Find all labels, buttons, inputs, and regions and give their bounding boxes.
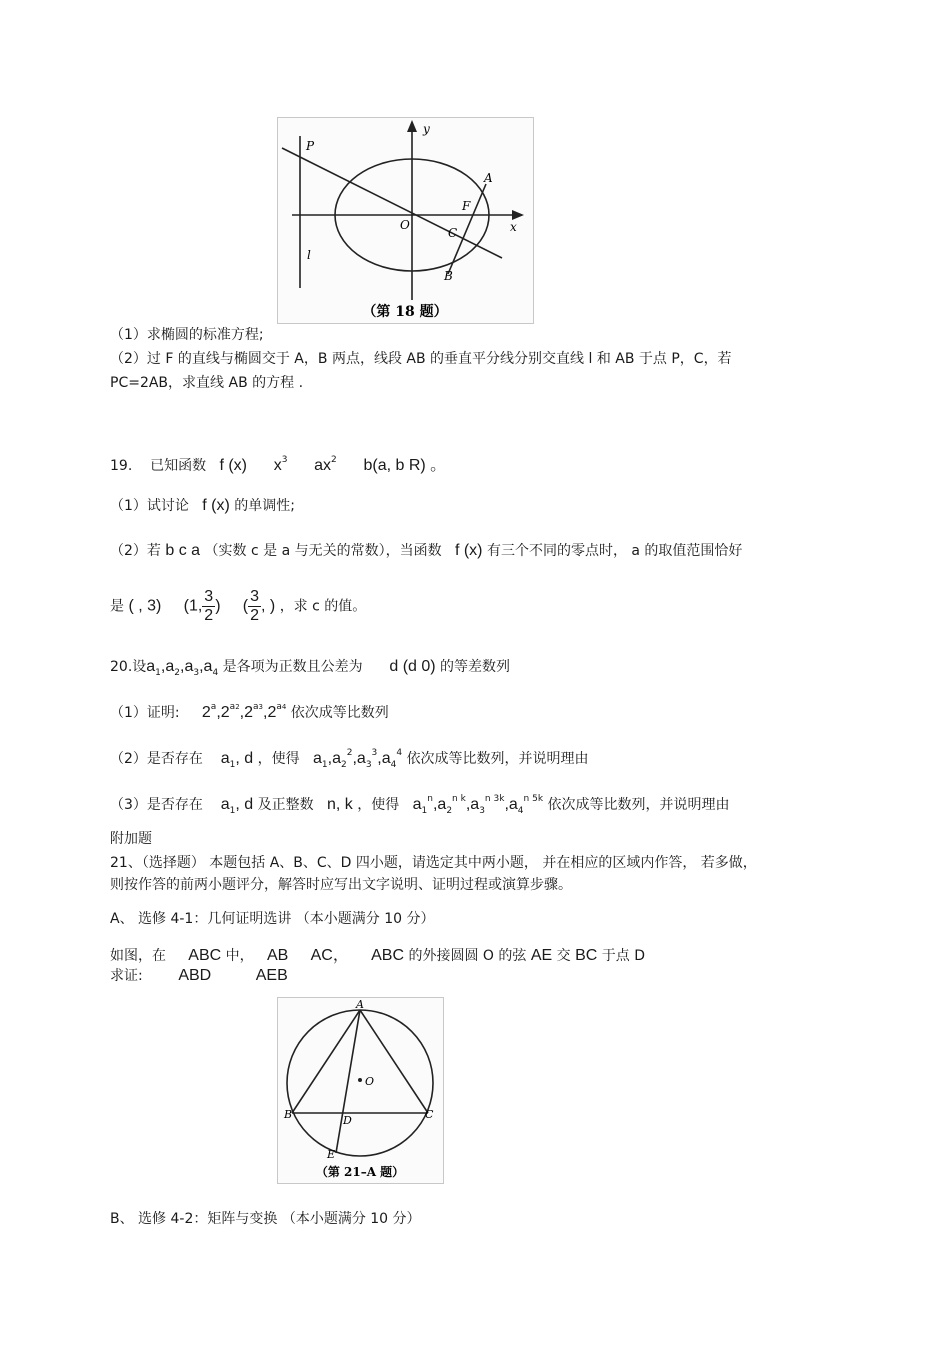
q20-p3-ta3-sub: 3 <box>479 806 485 816</box>
q20-p3-a1-sub: 1 <box>229 806 236 816</box>
figA-mid2: 的外接圆圆 O 的弦 <box>408 948 527 964</box>
q19-part2-fx: f (x) <box>454 542 483 559</box>
q19-part3-post: ，求 c 的值。 <box>279 598 367 615</box>
figA-bc: BC <box>575 947 598 964</box>
q20-part3-post: 依次成等比数列，并说明理由 <box>547 797 730 813</box>
q20-p1-exp4-sub: 4 <box>281 703 287 711</box>
q20-p3-ta1-exp: n <box>427 794 433 804</box>
label-f: F <box>462 199 471 213</box>
q20-p2-ta1-sub: 1 <box>321 760 328 770</box>
side-ab <box>292 1010 360 1113</box>
q19-b-tail: b(a, b R) 。 <box>363 457 447 474</box>
prove-aeb: AEB <box>255 967 288 984</box>
q20-mid: 是各项为正数且公差为 <box>222 659 363 675</box>
q20-p2-ta3-exp: 3 <box>371 748 378 758</box>
q20-p1-two-2: 2 <box>220 704 230 721</box>
y-axis-arrow <box>407 120 417 132</box>
q19-part2-pre: （2）若 <box>110 543 161 559</box>
q19-interval2-open: (1, <box>183 597 203 615</box>
q19-x: x <box>273 457 282 474</box>
q20-part2-pre: （2）是否存在 <box>110 751 203 767</box>
q20-a1: a <box>146 658 156 675</box>
q20-p1-exp2-sub: 2 <box>235 703 240 711</box>
q19-interval1: ( , 3) <box>128 597 162 615</box>
q20-comma1: , <box>160 658 166 675</box>
figA-pre: 如图，在 <box>110 948 166 964</box>
q20-p2-ta4: a <box>381 750 391 767</box>
q19-ax: ax <box>314 457 332 474</box>
q20-part3 <box>110 794 730 814</box>
q20-post: 的等差数列 <box>440 659 511 675</box>
q19-stem <box>110 452 446 475</box>
q19-frac1 <box>202 588 215 625</box>
q20-part3-mid1: 及正整数 <box>257 797 314 813</box>
label-l: l <box>307 248 311 262</box>
q20-p1-exp1: a <box>210 702 217 712</box>
q20-sub4: 4 <box>212 668 219 678</box>
q20-d-expr: d (d 0) <box>389 658 436 675</box>
q18-part2-line2: PC=2AB，求直线 AB 的方程 . <box>110 375 304 391</box>
q20-p2-ta3: a <box>356 750 366 767</box>
q20-sub2: 2 <box>174 668 180 678</box>
q20-comma3: , <box>199 658 204 675</box>
figA-ac: AC， <box>310 947 349 964</box>
q20-p3-c1: , <box>432 796 438 813</box>
q20-part2-post: 依次成等比数列，并说明理由 <box>406 751 589 767</box>
q20-part2 <box>110 748 589 768</box>
q19-interval3-open: ( <box>242 597 249 615</box>
q20-p2-ta2-sub: 2 <box>340 760 347 770</box>
q20-p3-a1: a <box>220 796 230 813</box>
q20-p3-ta2-exp: n k <box>452 794 466 804</box>
q20-p1-comma2: , <box>239 704 245 721</box>
q19-part1-pre: （1）试讨论 <box>110 498 189 514</box>
q20-part1-pre: （1）证明: <box>110 705 180 721</box>
figA-ae: AE <box>530 947 553 964</box>
q20-p3-ta4-exp: n 5k <box>523 794 544 804</box>
section-a-heading: A、 选修 4-1：几何证明选讲 （本小题满分 10 分） <box>110 911 435 927</box>
q20-a4: a <box>203 658 213 675</box>
label-d: D <box>343 1114 352 1127</box>
q20-p3-ta4: a <box>508 796 518 813</box>
center-dot <box>358 1078 362 1082</box>
q20-p3-ta2-sub: 2 <box>446 806 453 816</box>
q20-p1-comma3: , <box>263 704 268 721</box>
q20-p3-c2: , <box>465 796 471 813</box>
q20-a2: a <box>165 658 175 675</box>
label-o: O <box>400 218 410 232</box>
q20-p2-ta3-sub: 3 <box>365 760 372 770</box>
chord-ae <box>336 1010 360 1153</box>
q19-fx: f (x) <box>219 457 247 474</box>
q19-part1 <box>110 495 295 515</box>
q20-p2-d: , d <box>235 750 254 767</box>
q20-comma2: , <box>180 658 185 675</box>
label-e: E <box>327 1148 336 1161</box>
q20-p2-ta2: a <box>332 750 341 767</box>
q19-frac2-den: 2 <box>250 607 260 624</box>
prove-abd: ABD <box>178 967 212 984</box>
q20-p2-ta1: a <box>312 750 322 767</box>
q20-p2-ta4-exp: 4 <box>396 748 403 758</box>
q20-p3-ta1-sub: 1 <box>421 806 428 816</box>
q19-intro: 已知函数 <box>150 458 207 474</box>
q20-part1 <box>110 702 389 722</box>
q20-sub3: 3 <box>193 668 200 678</box>
section-b-heading: B、 选修 4-2：矩阵与变换 （本小题满分 10 分） <box>110 1211 421 1227</box>
q20-p2-a1-sub: 1 <box>229 760 236 770</box>
q19-number: 19. <box>110 458 133 474</box>
q19-part2-post: 有三个不同的零点时， a 的取值范围恰好 <box>486 543 743 559</box>
label-x: x <box>510 220 517 234</box>
label-b: B <box>444 269 453 283</box>
q20-p1-exp2-a: a <box>229 702 236 712</box>
x-axis-arrow <box>512 210 524 220</box>
q20-p1-exp3-a: a <box>253 702 259 712</box>
q20-p2-c1: , <box>327 750 333 767</box>
q20-p1-two-4: 2 <box>267 704 277 721</box>
figA-post: 于点 D <box>601 948 645 964</box>
q18-part1: （1）求椭圆的标准方程; <box>110 327 264 343</box>
q20-p2-c3: , <box>377 750 382 767</box>
q20-p3-ta2: a <box>437 796 447 813</box>
q19-part1-post: 的单调性; <box>234 498 295 514</box>
q20-p3-c3: , <box>504 796 509 813</box>
q20-p3-nk: n, k <box>326 796 353 813</box>
q20-a3: a <box>184 658 194 675</box>
q19-part2-mid: （实数 c 是 a 与无关的常数），当函数 <box>204 543 442 559</box>
q18-part2-line1: （2）过 F 的直线与椭圆交于 A，B 两点，线段 AB 的垂直平分线分别交直线 l 和 AB 于点 P，C，若 <box>110 351 732 367</box>
label-o: O <box>365 1075 375 1088</box>
q20-p2-a1: a <box>220 750 230 767</box>
figure-21a-diagram <box>278 998 443 1183</box>
section-a-prove <box>110 965 288 985</box>
q20-p3-d: , d <box>235 796 254 813</box>
figA-abc1: ABC <box>188 947 222 964</box>
prove-label: 求证: <box>110 968 143 984</box>
q21-line1: 21、（选择题） 本题包括 A、B、C、D 四小题，请选定其中两小题， 并在相应的区域内作答， 若多做， <box>110 855 757 871</box>
q19-part1-fx: f (x) <box>202 497 230 514</box>
q20-p1-exp4 <box>276 702 286 712</box>
figure-21a-caption: （第 21–A 题） <box>315 1165 405 1179</box>
circumcircle <box>287 1010 433 1156</box>
figA-ab: AB <box>266 947 289 964</box>
q20-part1-post: 依次成等比数列 <box>290 705 389 721</box>
q20-p1-exp3 <box>253 702 263 712</box>
q20-p3-ta4-sub: 4 <box>517 806 524 816</box>
q20-p2-ta2-exp: 2 <box>346 748 353 758</box>
q19-exp2: 2 <box>331 455 337 465</box>
q19-part3 <box>110 588 366 625</box>
q20-p1-exp3-sub: 3 <box>258 703 263 711</box>
q20-p2-c2: , <box>352 750 357 767</box>
q20-p1-comma1: , <box>216 704 221 721</box>
q20-p1-exp2 <box>230 702 240 712</box>
q19-part3-pre: 是 <box>110 598 124 615</box>
q19-part2 <box>110 540 742 560</box>
q20-part3-mid2: ，使得 <box>357 797 400 813</box>
extra-title: 附加题 <box>110 831 152 847</box>
label-a: A <box>356 998 364 1011</box>
q19-frac2-num: 3 <box>250 588 260 605</box>
q19-exp3: 3 <box>281 455 288 465</box>
q20-p3-ta3-exp: n 3k <box>484 794 505 804</box>
figure-18-diagram <box>278 118 533 323</box>
q19-interval2-close: ) <box>215 597 221 615</box>
figure-18-caption: （第 18 题） <box>362 304 448 320</box>
q19-frac2 <box>248 588 261 625</box>
q19-frac1-den: 2 <box>204 607 214 624</box>
q21-line2: 则按作答的前两小题评分，解答时应写出文字说明、证明过程或演算步骤。 <box>110 877 572 893</box>
q20-p1-exp4-a: a <box>276 702 282 712</box>
figure-21a <box>277 997 444 1184</box>
q20-stem <box>110 656 510 676</box>
q20-sub1: 1 <box>155 668 161 678</box>
figA-mid1: 中， <box>225 948 254 964</box>
q20-p1-two-3: 2 <box>244 704 254 721</box>
label-c: C <box>448 226 458 240</box>
q20-p3-ta3: a <box>470 796 480 813</box>
figA-abc2: ABC <box>371 947 404 964</box>
label-p: P <box>306 139 315 153</box>
label-a: A <box>484 171 493 185</box>
q19-part2-bca: b c a <box>165 542 201 559</box>
q19-interval3-close: , ) <box>261 597 276 615</box>
q20-part3-pre: （3）是否存在 <box>110 797 203 813</box>
q20-p2-ta4-sub: 4 <box>390 760 397 770</box>
side-ac <box>360 1010 428 1113</box>
label-c: C <box>425 1108 434 1121</box>
q20-p3-ta1: a <box>412 796 422 813</box>
q19-frac1-num: 3 <box>204 588 214 605</box>
figure-18 <box>277 117 534 324</box>
label-b: B <box>284 1108 293 1121</box>
figA-mid3: 交 <box>556 948 571 964</box>
section-a-problem <box>110 942 645 965</box>
label-y: y <box>423 122 430 136</box>
q20-pre: 20.设 <box>110 659 147 675</box>
q20-part2-mid: ，使得 <box>257 751 300 767</box>
q20-p1-two-1: 2 <box>201 704 211 721</box>
